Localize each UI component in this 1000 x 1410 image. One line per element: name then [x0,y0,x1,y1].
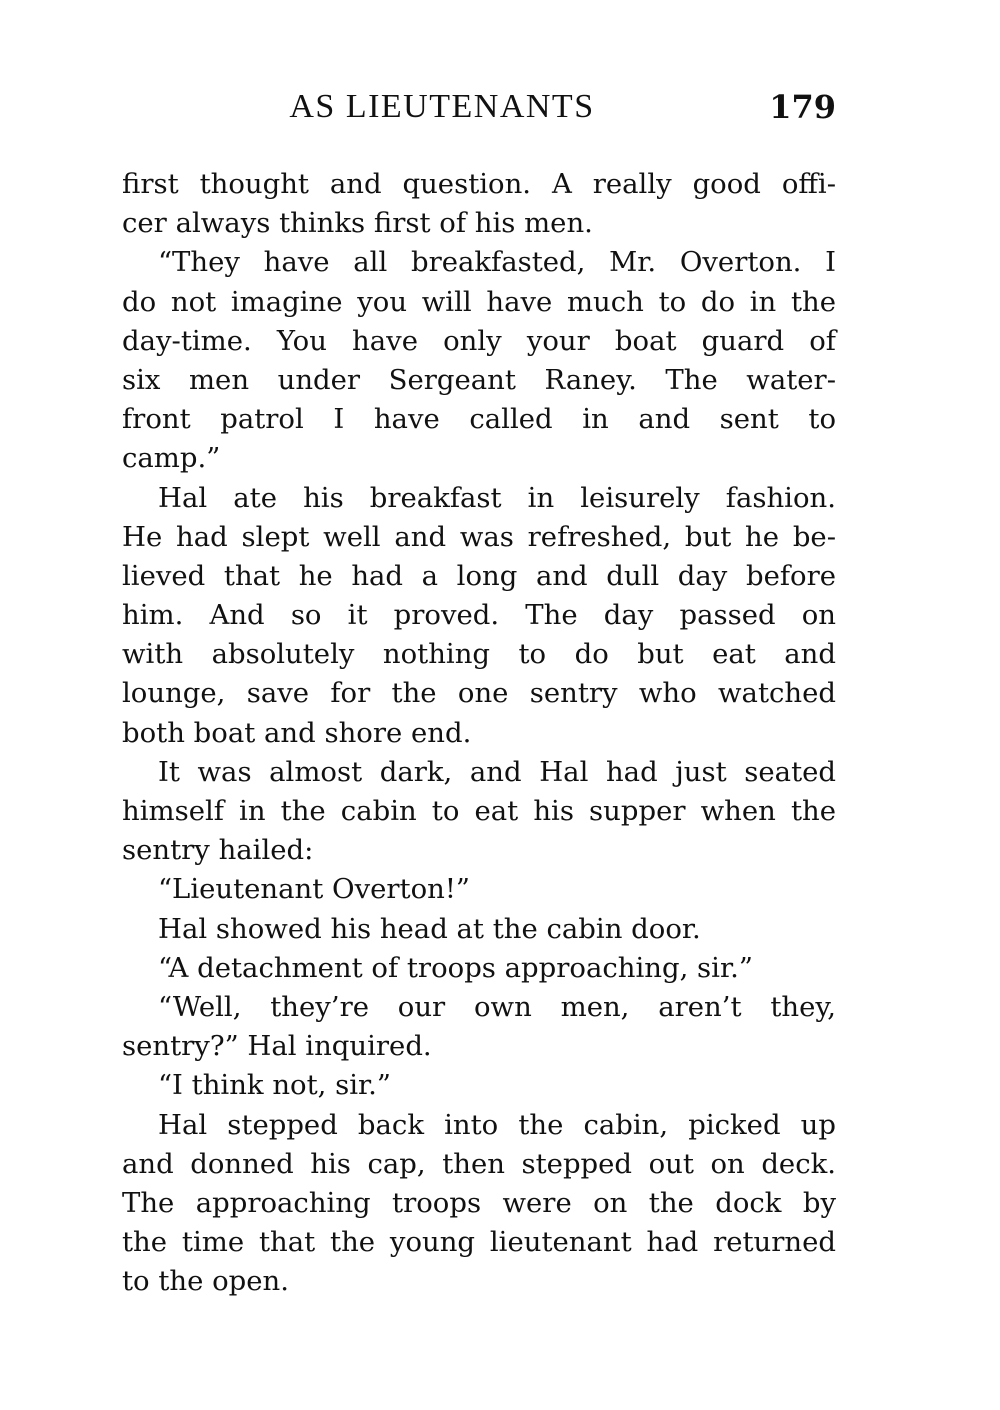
text-line: the time that the young lieutenant had returned [122,1226,836,1259]
text-line: first thought and question. A really good offi- [122,168,836,200]
page-number: 179 [769,88,836,126]
text-line: Hal ate his breakfast in leisurely fashion. [158,481,836,514]
running-title: AS LIEUTENANTS [289,88,595,125]
text-line: do not imagine you will have much to do in the [122,285,836,318]
text-line: day-time. You have only your boat guard of [122,324,836,357]
text-line: “Lieutenant Overton!” [158,873,470,906]
text-line: The approaching troops were on the dock by [122,1186,836,1219]
text-line: both boat and shore end. [122,716,472,749]
running-head [122,88,836,132]
text-line: cer always thinks first of his men. [122,207,593,240]
body-text [122,165,836,1301]
text-line: him. And so it proved. The day passed on [122,599,836,632]
text-line: sentry hailed: [122,834,314,867]
text-line: Hal showed his head at the cabin door. [158,912,701,945]
text-line: “I think not, sir.” [158,1069,391,1102]
text-line: to the open. [122,1265,290,1298]
text-line: front patrol I have called in and sent to [122,403,836,436]
text-line: himself in the cabin to eat his supper when the [122,795,836,827]
text-line: He had slept well and was refreshed, but he be- [122,520,836,553]
text-line: camp.” [122,442,221,475]
text-line: “A detachment of troops approaching, sir.” [158,951,753,984]
text-line: “Well, they’re our own men, aren’t they, [158,990,836,1023]
text-line: lieved that he had a long and dull day before [122,559,836,592]
text-line: sentry?” Hal inquired. [122,1030,432,1063]
text-line: with absolutely nothing to do but eat and [122,638,836,671]
text-line: lounge, save for the one sentry who watched [122,677,836,710]
text-line: Hal stepped back into the cabin, picked up [158,1108,836,1141]
text-line: It was almost dark, and Hal had just seated [158,755,836,788]
text-line: six men under Sergeant Raney. The water- [122,363,836,396]
text-line: and donned his cap, then stepped out on deck. [122,1147,836,1180]
text-line: “They have all breakfasted, Mr. Overton. I [158,246,836,279]
